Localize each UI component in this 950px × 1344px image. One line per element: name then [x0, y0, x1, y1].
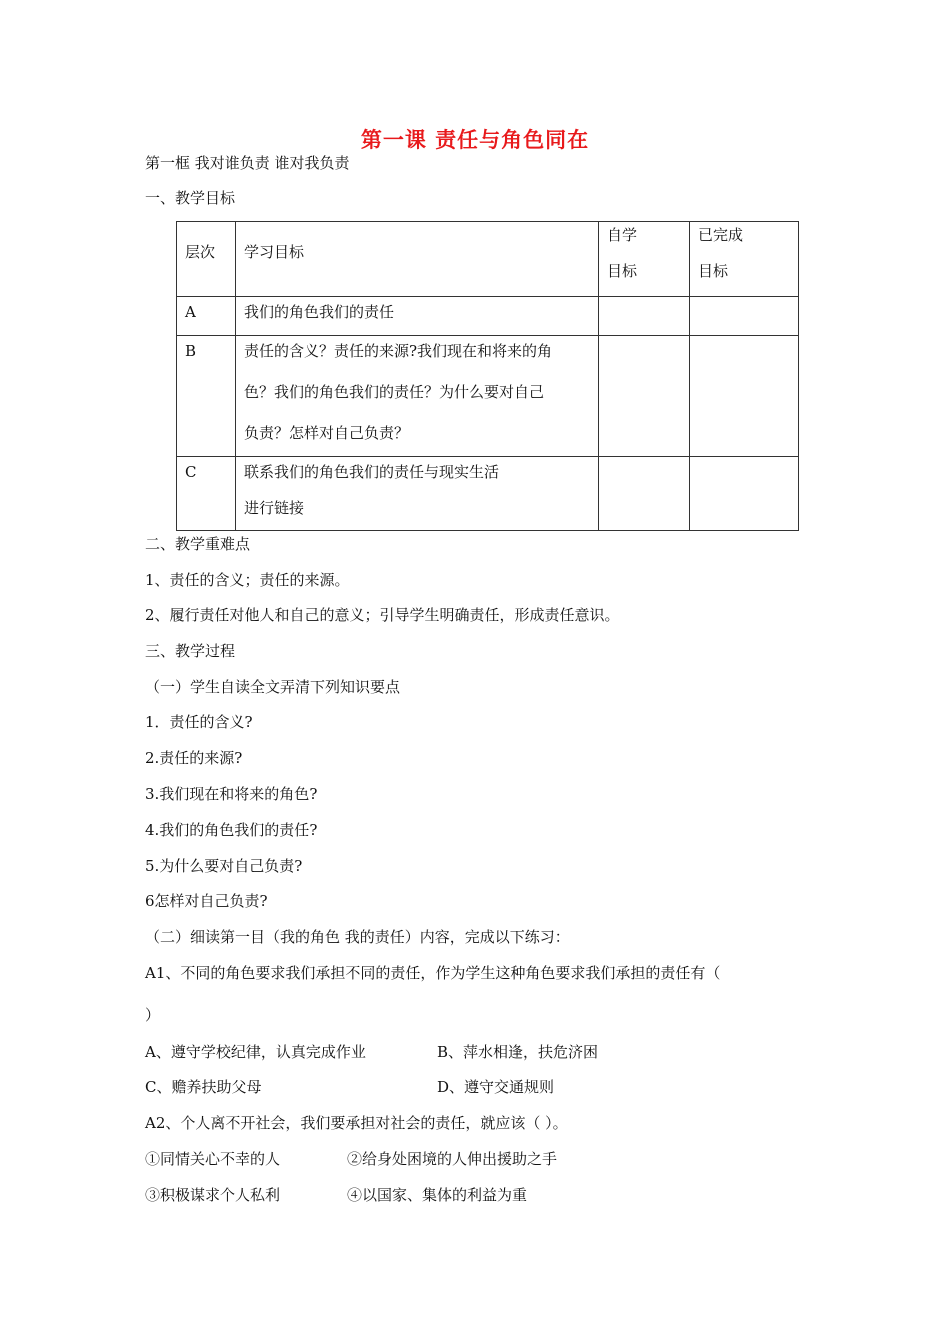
a1-option-b: B、萍水相逢，扶危济困 [437, 1043, 599, 1061]
header-cell-goal [236, 222, 599, 297]
exercise-a2-stem: A2、个人离不开社会，我们要承担对社会的责任，就应该（ ）。 [145, 1114, 568, 1132]
a2-option-2: ②给身处困境的人伸出援助之手 [347, 1150, 558, 1168]
section-heading-key-points: 二、教学重难点 [145, 535, 251, 553]
table-row [177, 336, 799, 457]
exercise-a1-stem: A1、不同的角色要求我们承担不同的责任，作为学生这种角色要求我们承担的责任有（ [145, 964, 721, 982]
header-goal-text: 学习目标 [244, 243, 305, 261]
goal-cell: 我们的角色我们的责任 [236, 297, 599, 336]
part-1-title: （一）学生自读全文弄清下列知识要点 [145, 678, 401, 696]
question-item: 5.为什么要对自己负责? [145, 857, 303, 875]
lesson-title: 第一课 责任与角色同在 [360, 127, 590, 152]
a1-option-a: A、遵守学校纪律，认真完成作业 [145, 1043, 366, 1061]
table-row [177, 297, 799, 336]
self-study-cell [599, 297, 690, 336]
table-header-row [177, 222, 799, 297]
question-item: 4.我们的角色我们的责任? [145, 821, 318, 839]
table-row [177, 457, 799, 531]
header-self-line1: 自学 [607, 226, 638, 244]
goal-cell: 联系我们的角色我们的责任与现实生活 进行链接 [236, 457, 599, 531]
a1-option-c: C、赡养扶助父母 [145, 1078, 262, 1096]
header-done-line1: 已完成 [698, 226, 744, 244]
key-point-1: 1、责任的含义；责任的来源。 [145, 571, 350, 589]
level-cell: C [177, 457, 236, 531]
level-cell: A [177, 297, 236, 336]
completed-cell [690, 457, 799, 531]
header-cell-level [177, 222, 236, 297]
lesson-subtitle: 第一框 我对谁负责 谁对我负责 [145, 154, 350, 172]
section-heading-process: 三、教学过程 [145, 642, 236, 660]
self-study-cell [599, 336, 690, 457]
goal-cell: 责任的含义？责任的来源?我们现在和将来的角 色？我们的角色我们的责任？为什么要对自己 负责？怎样对自己负责？ [236, 336, 599, 457]
question-item: 3.我们现在和将来的角色? [145, 785, 318, 803]
part-2-title: （二）细读第一目（我的角色 我的责任）内容，完成以下练习： [145, 928, 570, 946]
a1-option-d: D、遵守交通规则 [437, 1078, 555, 1096]
section-heading-goals: 一、教学目标 [145, 189, 236, 207]
question-item: 6怎样对自己负责? [145, 892, 268, 910]
self-study-cell [599, 457, 690, 531]
header-level-text: 层次 [185, 243, 216, 261]
exercise-a1-stem-end: ） [145, 1006, 161, 1024]
completed-cell [690, 336, 799, 457]
level-cell: B [177, 336, 236, 457]
learning-goals-table [176, 221, 799, 531]
question-item: 1．责任的含义? [145, 713, 253, 731]
key-point-2: 2、履行责任对他人和自己的意义；引导学生明确责任，形成责任意识。 [145, 606, 620, 624]
a2-option-1: ①同情关心不幸的人 [145, 1150, 281, 1168]
completed-cell [690, 297, 799, 336]
header-cell-self-study [599, 222, 690, 297]
header-done-line2: 目标 [698, 262, 729, 280]
question-item: 2.责任的来源? [145, 749, 243, 767]
a2-option-4: ④以国家、集体的利益为重 [347, 1186, 528, 1204]
header-cell-completed [690, 222, 799, 297]
a2-option-3: ③积极谋求个人私利 [145, 1186, 281, 1204]
header-self-line2: 目标 [607, 262, 638, 280]
